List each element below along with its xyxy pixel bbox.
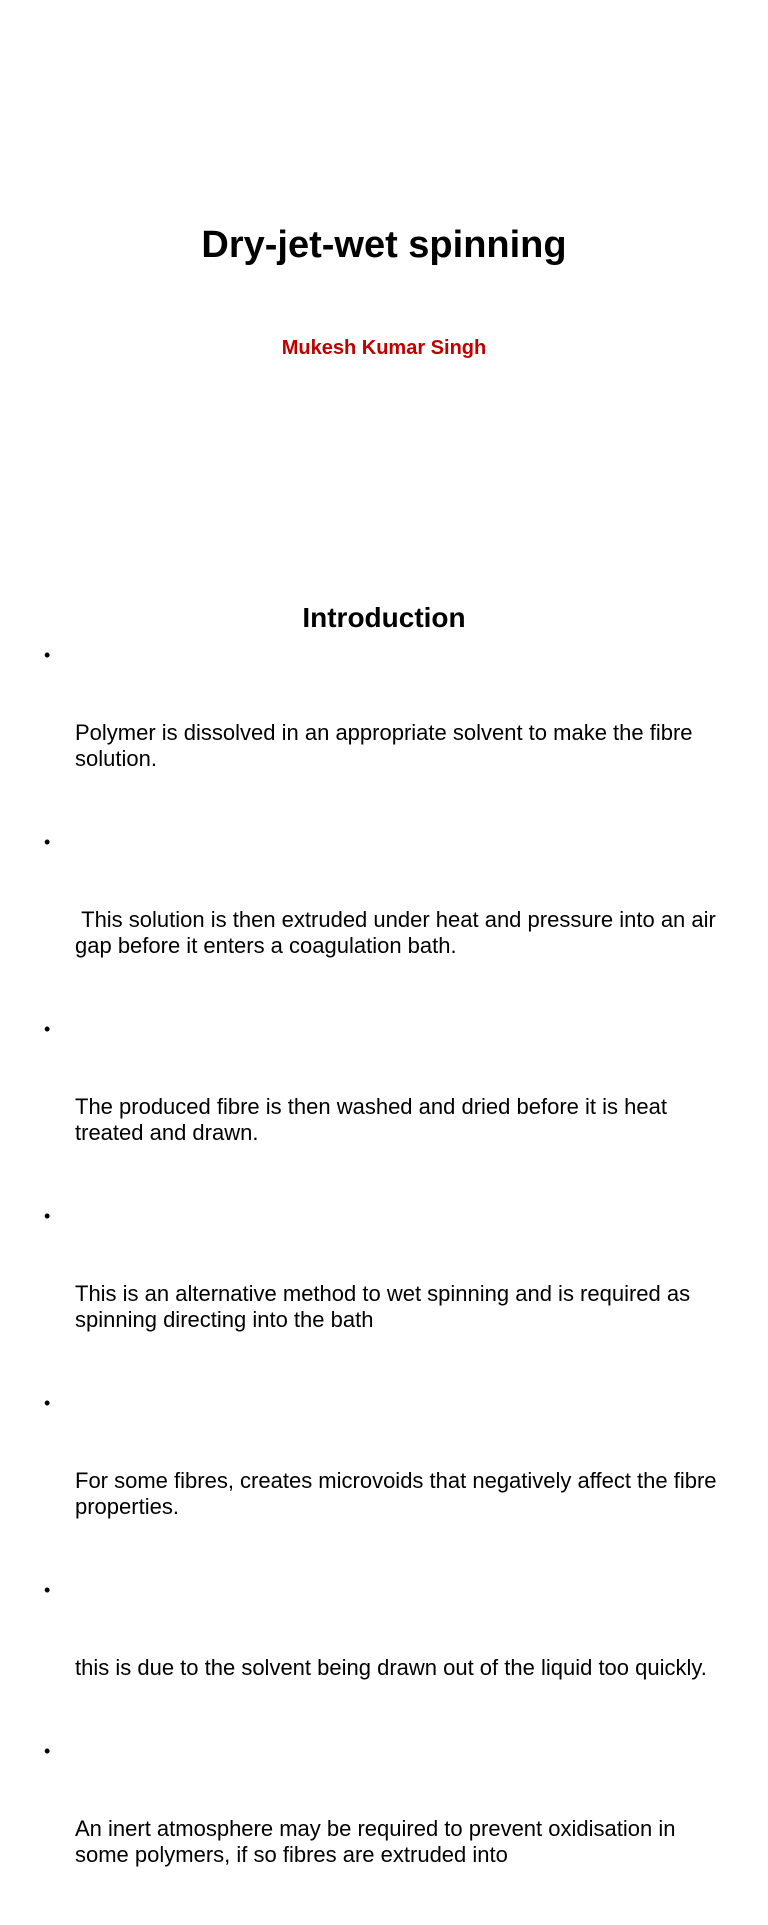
bullet-text: This solution is then extruded under heat and pressure into an air gap before it enters a coagulation bath.	[75, 907, 722, 958]
bullet-icon: •	[44, 832, 51, 852]
list-item	[44, 1738, 734, 1920]
bullet-text: The produced fibre is then washed and dried before it is heat treated and drawn.	[75, 1094, 674, 1145]
bullet-icon: •	[44, 1019, 51, 1039]
bullet-icon: •	[44, 1206, 51, 1226]
list-item	[44, 1577, 734, 1733]
list-item	[44, 1203, 734, 1385]
list-item	[44, 642, 734, 824]
bullet-text: For some fibres, creates microvoids that negatively affect the fibre properties.	[75, 1468, 723, 1519]
list-item	[44, 1016, 734, 1198]
bullet-text: Polymer is dissolved in an appropriate solvent to make the fibre solution.	[75, 720, 699, 771]
slide-title: Dry-jet-wet spinning	[201, 224, 567, 266]
bullet-icon: •	[44, 1393, 51, 1413]
bullet-list	[44, 642, 734, 1925]
title-slide	[0, 0, 768, 576]
bullet-icon: •	[44, 1741, 51, 1761]
list-item	[44, 829, 734, 1011]
bullet-icon: •	[44, 645, 51, 665]
bullet-icon: •	[44, 1580, 51, 1600]
list-item	[44, 1390, 734, 1572]
bullet-text: This is an alternative method to wet spinning and is required as spinning directing into the bath	[75, 1281, 697, 1332]
section-heading: Introduction	[302, 602, 466, 633]
author-name: Mukesh Kumar Singh	[281, 337, 487, 359]
bullet-text: An inert atmosphere may be required to prevent oxidisation in some polymers, if so fibres are extruded into	[75, 1816, 682, 1867]
introduction-slide	[0, 576, 768, 1867]
bullet-text: this is due to the solvent being drawn out of the liquid too quickly.	[75, 1655, 707, 1680]
